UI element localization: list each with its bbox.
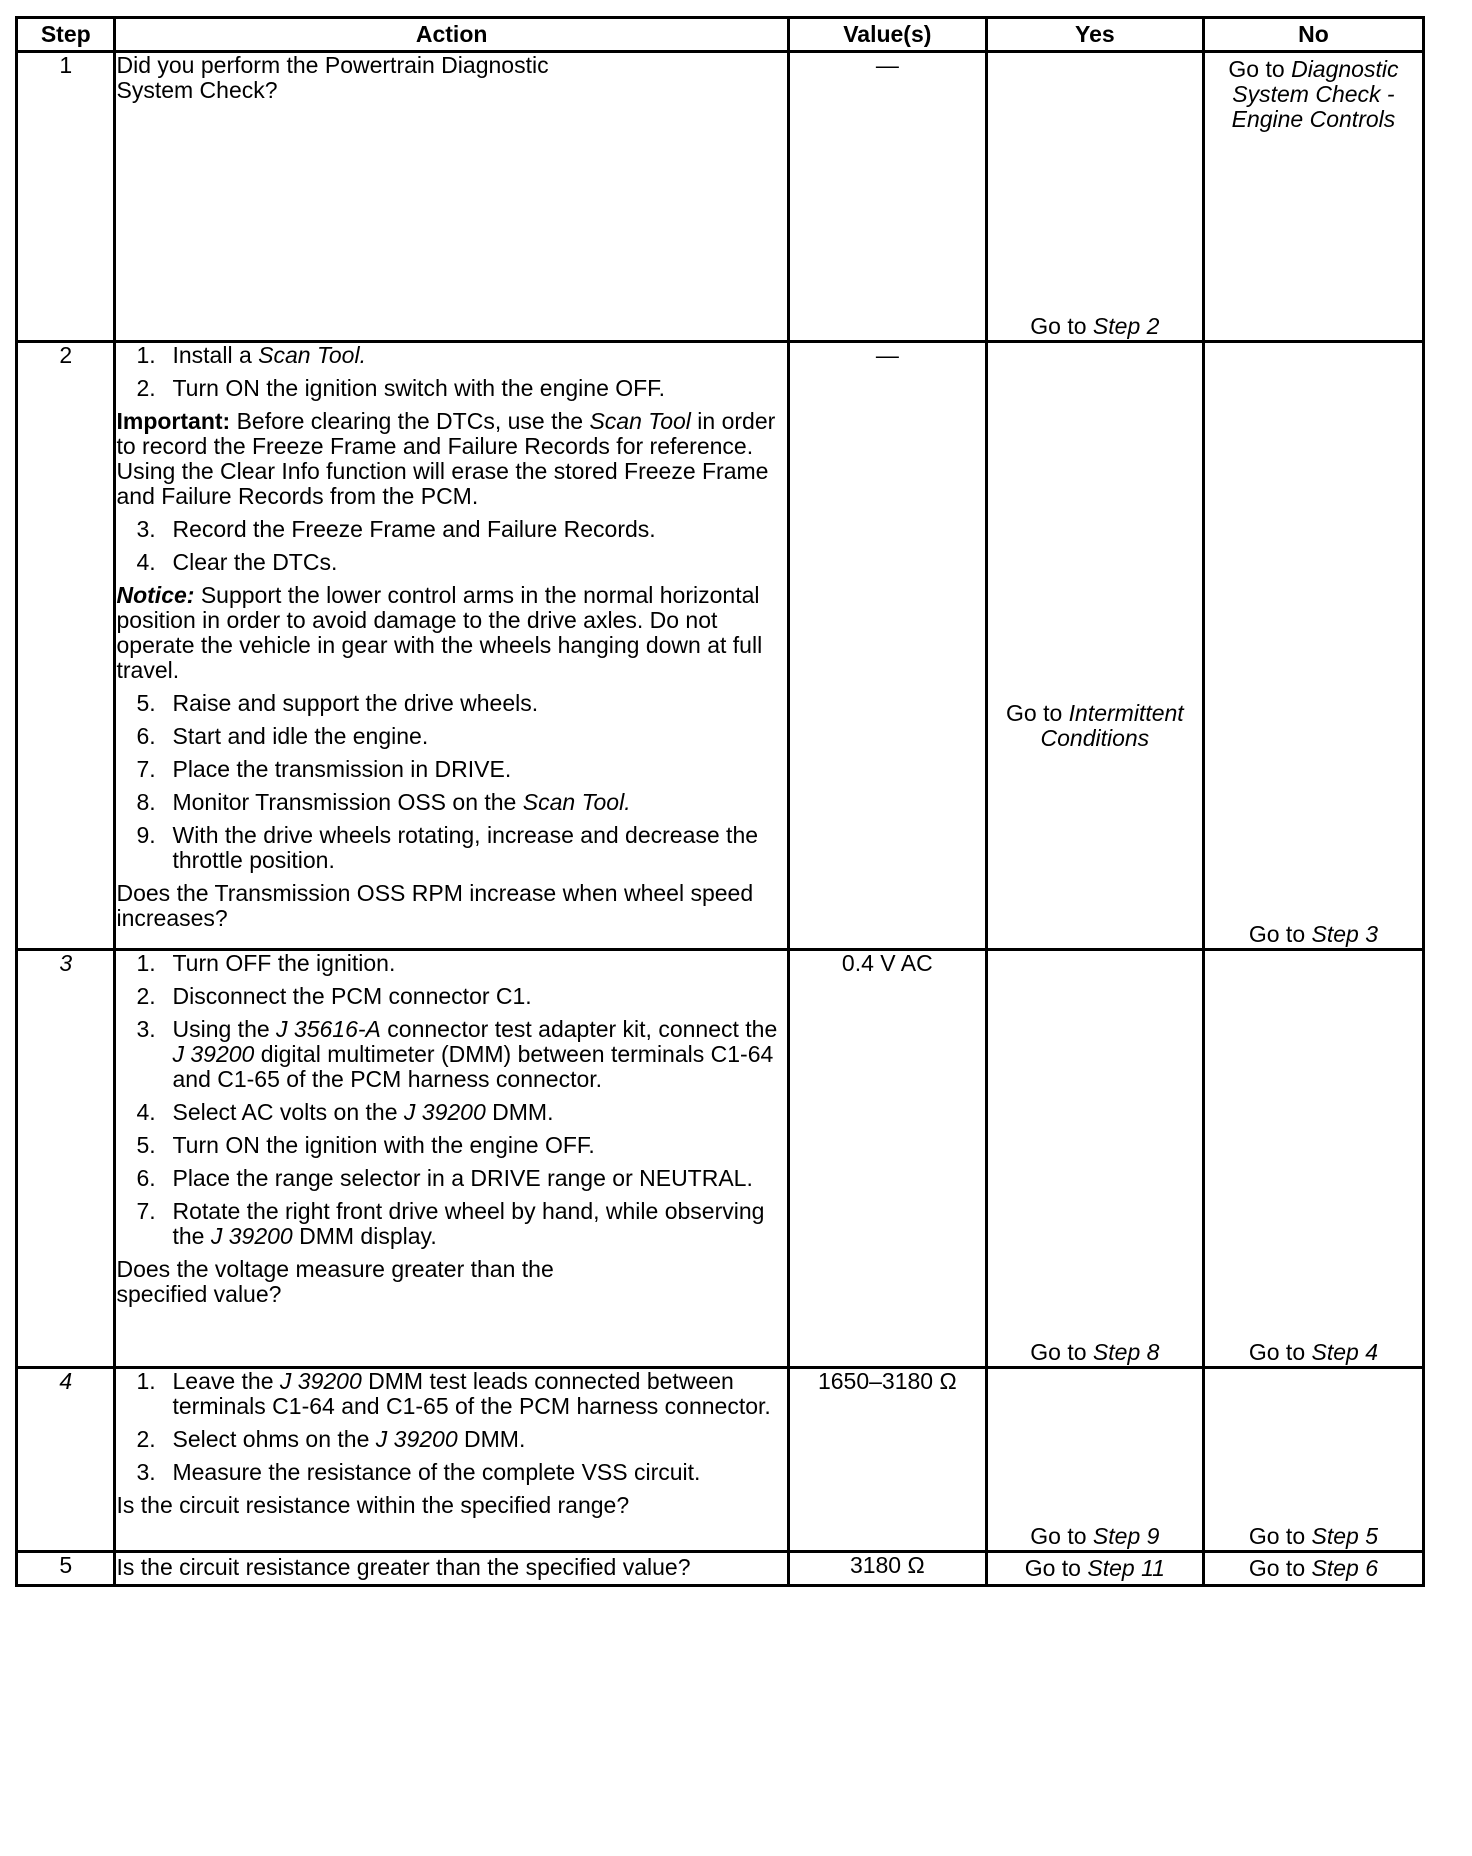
action-step: 5. Raise and support the drive wheels. [136, 690, 539, 716]
action-step: 3. Measure the resistance of the complete VSS circuit. [136, 1459, 701, 1485]
action-cell [115, 1368, 788, 1552]
step-link[interactable]: Step 5 [1311, 1523, 1379, 1549]
yes-result[interactable]: Go to Step 8 [1030, 1339, 1160, 1365]
action-step: 4. Select AC volts on the J 39200 DMM. [136, 1099, 554, 1125]
action-cell [115, 342, 788, 950]
no-result[interactable]: Go to Step 4 [1248, 1339, 1379, 1365]
action-step: 5. Turn ON the ignition with the engine OFF. [136, 1132, 595, 1158]
action-step: 7. Rotate the right front drive wheel by hand, while observing the J 39200 DMM display. [136, 1198, 765, 1249]
header-step: Step [17, 18, 115, 52]
step-number: 1 [17, 52, 115, 342]
table-row-step-3 [17, 950, 1424, 1368]
action-step: 6. Place the range selector in a DRIVE range or NEUTRAL. [136, 1165, 753, 1191]
no-result[interactable]: Go to Step 6 [1248, 1555, 1379, 1581]
no-cell [1203, 1368, 1423, 1552]
step-link[interactable]: Step 3 [1311, 921, 1379, 947]
action-question: Does the voltage measure greater than the specified value? [116, 1256, 554, 1307]
header-values: Value(s) [788, 18, 986, 52]
no-cell [1203, 52, 1423, 342]
action-cell [115, 52, 788, 342]
yes-result[interactable]: Go to Step 2 [1030, 313, 1160, 339]
header-no: No [1203, 18, 1423, 52]
step-link[interactable]: Step 2 [1092, 313, 1160, 339]
yes-cell [986, 950, 1203, 1368]
table-header-row [17, 18, 1424, 52]
action-question: Did you perform the Powertrain Diagnostic System Check? [116, 52, 549, 103]
no-cell [1203, 342, 1423, 950]
yes-result[interactable]: Go to Step 9 [1030, 1523, 1160, 1549]
action-cell [115, 1552, 788, 1586]
yes-cell [986, 1552, 1203, 1586]
action-question: Does the Transmission OSS RPM increase when wheel speed increases? [116, 880, 754, 931]
notice-note: Notice: Support the lower control arms in the normal horizontal position in order to avoid damage to the drive axles. Do not operate the vehicle in gear with the wheels hanging down at full travel. [116, 582, 763, 683]
table-row-step-4 [17, 1368, 1424, 1552]
yes-cell [986, 52, 1203, 342]
action-step: 1. Turn OFF the ignition. [136, 950, 396, 976]
action-step: 2. Select ohms on the J 39200 DMM. [136, 1426, 526, 1452]
value-cell: 1650–3180 Ω [788, 1368, 986, 1552]
table-row-step-2 [17, 342, 1424, 950]
table-row-step-1 [17, 52, 1424, 342]
action-step: 3. Record the Freeze Frame and Failure Records. [136, 516, 656, 542]
diagnostic-table-sheet [15, 16, 1425, 1587]
yes-cell [986, 342, 1203, 950]
no-result[interactable]: Go to Diagnostic System Check - Engine Controls [1228, 56, 1399, 132]
value-cell: 0.4 V AC [788, 950, 986, 1368]
section-link[interactable]: Intermittent Conditions [1040, 700, 1184, 751]
header-action: Action [115, 18, 788, 52]
step-link[interactable]: Step 8 [1092, 1339, 1160, 1365]
no-result[interactable]: Go to Step 5 [1248, 1523, 1379, 1549]
section-link[interactable]: Diagnostic System Check - Engine Controls [1231, 56, 1399, 132]
yes-cell [986, 1368, 1203, 1552]
step-link[interactable]: Step 6 [1311, 1555, 1379, 1581]
step-number: 4 [17, 1368, 115, 1552]
no-result[interactable]: Go to Step 3 [1248, 921, 1379, 947]
step-number: 5 [17, 1552, 115, 1586]
step-number: 3 [17, 950, 115, 1368]
action-step: 9. With the drive wheels rotating, increase and decrease the throttle position. [136, 822, 759, 873]
action-question: Is the circuit resistance within the specified range? [116, 1492, 630, 1518]
value-cell: 3180 Ω [788, 1552, 986, 1586]
action-step: 3. Using the J 35616-A connector test adapter kit, connect the J 39200 digital multimeter (DMM) between terminals C1-64 and C1-65 of the PCM harness connector. [136, 1016, 778, 1092]
no-cell [1203, 950, 1423, 1368]
yes-result[interactable]: Go to Step 11 [1024, 1555, 1165, 1581]
yes-result[interactable]: Go to Intermittent Conditions [1006, 700, 1184, 751]
step-link[interactable]: Step 11 [1087, 1555, 1165, 1581]
action-step: 8. Monitor Transmission OSS on the Scan Tool. [136, 789, 631, 815]
table-row-step-5 [17, 1552, 1424, 1586]
action-step: 2. Turn ON the ignition switch with the engine OFF. [136, 375, 666, 401]
action-question: Is the circuit resistance greater than the specified value? [116, 1554, 691, 1580]
step-link[interactable]: Step 9 [1092, 1523, 1160, 1549]
action-step: 2. Disconnect the PCM connector C1. [136, 983, 532, 1009]
action-step: 7. Place the transmission in DRIVE. [136, 756, 512, 782]
diagnostic-table [15, 16, 1425, 1587]
action-step: 4. Clear the DTCs. [136, 549, 338, 575]
action-step: 6. Start and idle the engine. [136, 723, 429, 749]
value-cell: — [788, 342, 986, 950]
step-link[interactable]: Step 4 [1311, 1339, 1379, 1365]
header-yes: Yes [986, 18, 1203, 52]
important-note: Important: Before clearing the DTCs, use the Scan Tool in order to record the Freeze Frame and Failure Records for reference. Using the Clear Info function will erase the stored Freeze Frame and Failure Records from the PCM. [116, 408, 776, 509]
action-step: 1. Leave the J 39200 DMM test leads connected between terminals C1-64 and C1-65 of the PCM harness connector. [136, 1368, 771, 1419]
step-number: 2 [17, 342, 115, 950]
action-step: 1. Install a Scan Tool. [136, 342, 366, 368]
value-cell: — [788, 52, 986, 342]
no-cell [1203, 1552, 1423, 1586]
action-cell [115, 950, 788, 1368]
